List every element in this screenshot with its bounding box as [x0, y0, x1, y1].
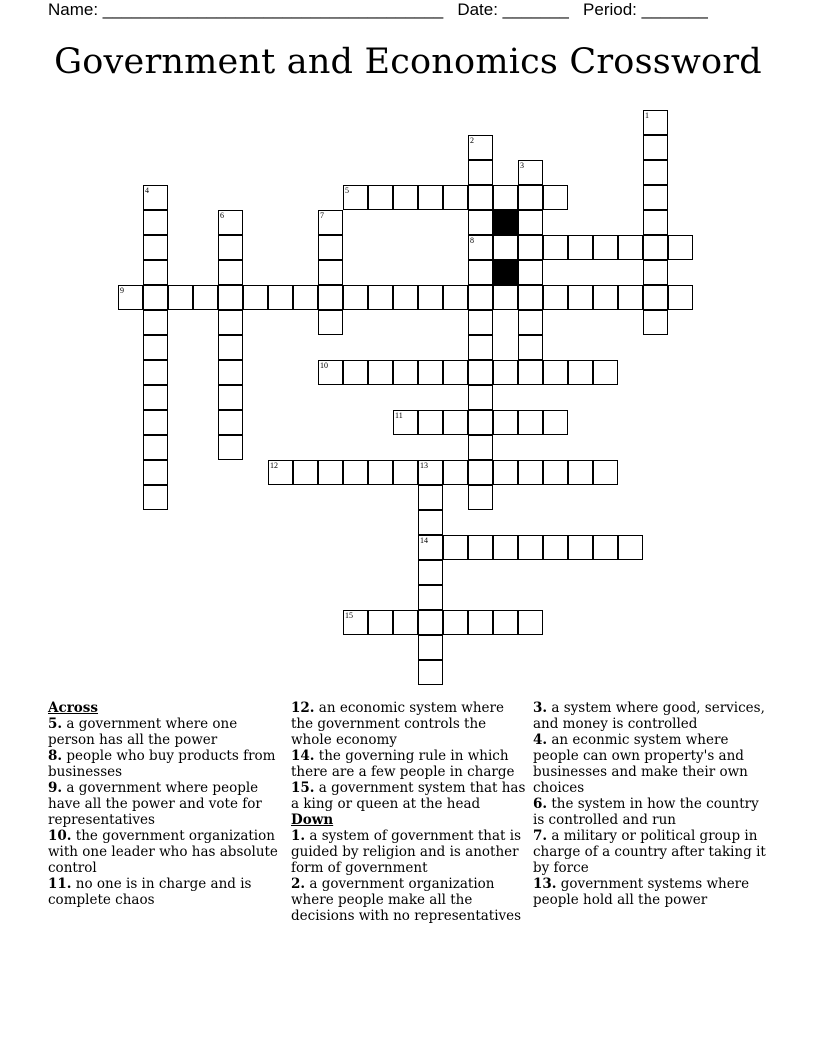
crossword-cell[interactable]: [218, 360, 243, 385]
crossword-cell[interactable]: [518, 160, 543, 185]
crossword-cell[interactable]: [468, 385, 493, 410]
clue-number-label: 12: [270, 461, 278, 470]
crossword-cell[interactable]: [443, 610, 468, 635]
crossword-cell[interactable]: [193, 285, 218, 310]
crossword-cell[interactable]: [393, 360, 418, 385]
clues-column-2: [291, 700, 529, 924]
clue-item: [533, 828, 773, 876]
clue-number-label: 3: [520, 161, 524, 170]
clue-text: the government organization with one leader who has absolute control: [48, 828, 278, 876]
crossword-cell[interactable]: [343, 185, 368, 210]
crossword-cell[interactable]: [218, 335, 243, 360]
crossword-cell[interactable]: [443, 360, 468, 385]
crossword-cell[interactable]: [493, 185, 518, 210]
clue-number: 14.: [291, 748, 315, 764]
crossword-cell[interactable]: [643, 260, 668, 285]
crossword-cell[interactable]: [468, 610, 493, 635]
crossword-cell[interactable]: [118, 285, 143, 310]
crossword-cell[interactable]: [568, 285, 593, 310]
crossword-cell[interactable]: [468, 535, 493, 560]
crossword-cell[interactable]: [518, 260, 543, 285]
crossword-cell[interactable]: [143, 460, 168, 485]
crossword-cell[interactable]: [143, 210, 168, 235]
crossword-cell[interactable]: [643, 285, 668, 310]
crossword-cell[interactable]: [318, 260, 343, 285]
crossword-cell[interactable]: [318, 210, 343, 235]
crossword-cell[interactable]: [218, 260, 243, 285]
page-title: Government and Economics Crossword: [54, 42, 762, 82]
crossword-cell[interactable]: [468, 285, 493, 310]
crossword-cell[interactable]: [518, 335, 543, 360]
crossword-cell[interactable]: [218, 285, 243, 310]
crossword-cell[interactable]: [468, 485, 493, 510]
crossword-cell[interactable]: [393, 610, 418, 635]
black-square: [493, 210, 518, 235]
crossword-cell[interactable]: [543, 185, 568, 210]
crossword-cell[interactable]: [643, 160, 668, 185]
crossword-cell[interactable]: [393, 460, 418, 485]
black-square: [493, 260, 518, 285]
clue-text: no one is in charge and is complete chaos: [48, 876, 252, 908]
crossword-cell[interactable]: [143, 485, 168, 510]
crossword-cell[interactable]: [643, 185, 668, 210]
crossword-cell[interactable]: [143, 235, 168, 260]
crossword-cell[interactable]: [518, 185, 543, 210]
clue-number-label: 7: [320, 211, 324, 220]
crossword-cell[interactable]: [668, 285, 693, 310]
crossword-cell[interactable]: [218, 385, 243, 410]
crossword-cell[interactable]: [518, 410, 543, 435]
crossword-cell[interactable]: [593, 460, 618, 485]
crossword-cell[interactable]: [393, 285, 418, 310]
clue-item: [48, 780, 288, 828]
clue-item: [48, 716, 288, 748]
crossword-cell[interactable]: [643, 110, 668, 135]
crossword-cell[interactable]: [418, 285, 443, 310]
clue-item: [291, 876, 529, 924]
crossword-cell[interactable]: [318, 360, 343, 385]
clue-number-label: 11: [395, 411, 403, 420]
crossword-cell[interactable]: [318, 285, 343, 310]
crossword-cell[interactable]: [418, 635, 443, 660]
clue-number: 5.: [48, 716, 63, 732]
crossword-cell[interactable]: [593, 360, 618, 385]
crossword-cell[interactable]: [418, 535, 443, 560]
crossword-cell[interactable]: [568, 535, 593, 560]
crossword-cell[interactable]: [668, 235, 693, 260]
crossword-cell[interactable]: [268, 285, 293, 310]
clue-number-label: 14: [420, 536, 428, 545]
crossword-cell[interactable]: [618, 235, 643, 260]
clue-item: [48, 828, 288, 876]
crossword-cell[interactable]: [218, 435, 243, 460]
crossword-cell[interactable]: [518, 360, 543, 385]
crossword-cell[interactable]: [468, 160, 493, 185]
crossword-cell[interactable]: [468, 310, 493, 335]
clue-number: 1.: [291, 828, 306, 844]
crossword-cell[interactable]: [518, 610, 543, 635]
clue-number: 4.: [533, 732, 548, 748]
crossword-cell[interactable]: [643, 235, 668, 260]
clue-item: [533, 700, 773, 732]
clue-item: [291, 700, 529, 748]
crossword-cell[interactable]: [418, 560, 443, 585]
crossword-cell[interactable]: [518, 210, 543, 235]
crossword-cell[interactable]: [468, 135, 493, 160]
crossword-cell[interactable]: [643, 135, 668, 160]
clue-text: an econmic system where people can own property's and businesses and make their own choices: [533, 732, 748, 796]
crossword-cell[interactable]: [443, 460, 468, 485]
crossword-cell[interactable]: [468, 185, 493, 210]
clue-text: an economic system where the government controls the whole economy: [291, 700, 504, 748]
crossword-cell[interactable]: [218, 235, 243, 260]
crossword-cell[interactable]: [143, 360, 168, 385]
crossword-cell[interactable]: [418, 460, 443, 485]
crossword-cell[interactable]: [418, 585, 443, 610]
crossword-cell[interactable]: [368, 460, 393, 485]
crossword-cell[interactable]: [318, 310, 343, 335]
crossword-cell[interactable]: [418, 660, 443, 685]
clue-text: a government system that has a king or queen at the head: [291, 780, 526, 812]
crossword-cell[interactable]: [293, 460, 318, 485]
clue-number-label: 13: [420, 461, 428, 470]
crossword-cell[interactable]: [518, 285, 543, 310]
crossword-cell[interactable]: [343, 460, 368, 485]
clue-number: 8.: [48, 748, 63, 764]
crossword-cell[interactable]: [493, 360, 518, 385]
crossword-cell[interactable]: [443, 410, 468, 435]
clue-number: 2.: [291, 876, 306, 892]
crossword-cell[interactable]: [393, 185, 418, 210]
crossword-cell[interactable]: [468, 460, 493, 485]
clue-item: [533, 876, 773, 908]
crossword-cell[interactable]: [418, 510, 443, 535]
crossword-cell[interactable]: [343, 285, 368, 310]
clue-item: [291, 748, 529, 780]
crossword-cell[interactable]: [368, 285, 393, 310]
crossword-cell[interactable]: [343, 610, 368, 635]
clue-number-label: 15: [345, 611, 353, 620]
crossword-cell[interactable]: [143, 310, 168, 335]
crossword-cell[interactable]: [343, 360, 368, 385]
crossword-cell[interactable]: [293, 285, 318, 310]
crossword-cell[interactable]: [593, 235, 618, 260]
crossword-cell[interactable]: [368, 360, 393, 385]
clue-number-label: 8: [470, 236, 474, 245]
across-heading: Across: [48, 700, 99, 716]
crossword-cell[interactable]: [143, 260, 168, 285]
clue-number: 12.: [291, 700, 315, 716]
crossword-cell[interactable]: [618, 535, 643, 560]
clue-number-label: 10: [320, 361, 328, 370]
clue-number-label: 9: [120, 286, 124, 295]
crossword-cell[interactable]: [493, 285, 518, 310]
crossword-cell[interactable]: [143, 435, 168, 460]
crossword-cell[interactable]: [568, 360, 593, 385]
clue-number: 3.: [533, 700, 548, 716]
clue-text: a government organization where people make all the decisions with no representatives: [291, 876, 522, 924]
crossword-cell[interactable]: [468, 335, 493, 360]
crossword-cell[interactable]: [368, 185, 393, 210]
clue-item: [533, 732, 773, 796]
crossword-cell[interactable]: [143, 335, 168, 360]
crossword-cell[interactable]: [418, 360, 443, 385]
clue-text: a system where good, services, and money is controlled: [533, 700, 765, 732]
crossword-cell[interactable]: [218, 310, 243, 335]
clue-number: 13.: [533, 876, 557, 892]
clue-number-label: 4: [145, 186, 149, 195]
crossword-cell[interactable]: [543, 535, 568, 560]
crossword-cell[interactable]: [643, 310, 668, 335]
clue-text: a system of government that is guided by religion and is another form of government: [291, 828, 521, 876]
clue-number: 7.: [533, 828, 548, 844]
crossword-cell[interactable]: [518, 235, 543, 260]
crossword-cell[interactable]: [243, 285, 268, 310]
crossword-cell[interactable]: [418, 610, 443, 635]
crossword-cell[interactable]: [318, 235, 343, 260]
clue-number: 11.: [48, 876, 72, 892]
clue-text: the governing rule in which there are a few people in charge: [291, 748, 515, 780]
crossword-cell[interactable]: [543, 460, 568, 485]
clue-number: 9.: [48, 780, 63, 796]
crossword-cell[interactable]: [218, 210, 243, 235]
clue-number: 10.: [48, 828, 72, 844]
crossword-cell[interactable]: [518, 535, 543, 560]
crossword-cell[interactable]: [493, 410, 518, 435]
crossword-cell[interactable]: [168, 285, 193, 310]
crossword-cell[interactable]: [143, 385, 168, 410]
clue-number-label: 6: [220, 211, 224, 220]
clue-number-label: 1: [645, 111, 649, 120]
crossword-cell[interactable]: [593, 285, 618, 310]
clue-item: [48, 748, 288, 780]
clue-number: 6.: [533, 796, 548, 812]
crossword-cell[interactable]: [468, 435, 493, 460]
crossword-cell[interactable]: [543, 285, 568, 310]
clue-item: [48, 876, 288, 908]
crossword-cell[interactable]: [493, 460, 518, 485]
crossword-cell[interactable]: [543, 235, 568, 260]
clue-item: [533, 796, 773, 828]
crossword-cell[interactable]: [493, 610, 518, 635]
crossword-cell[interactable]: [268, 460, 293, 485]
crossword-cell[interactable]: [518, 310, 543, 335]
crossword-cell[interactable]: [443, 185, 468, 210]
clue-text: the system in how the country is controlled and run: [533, 796, 759, 828]
clue-number: 15.: [291, 780, 315, 796]
crossword-cell[interactable]: [493, 235, 518, 260]
clues-column-1: [48, 700, 288, 908]
crossword-cell[interactable]: [418, 485, 443, 510]
clue-number-label: 5: [345, 186, 349, 195]
clue-item: [291, 780, 529, 812]
crossword-cell[interactable]: [393, 410, 418, 435]
down-heading: Down: [291, 812, 334, 828]
crossword-cell[interactable]: [518, 460, 543, 485]
crossword-cell[interactable]: [468, 235, 493, 260]
clue-text: government systems where people hold all the power: [533, 876, 750, 908]
crossword-cell[interactable]: [543, 360, 568, 385]
clue-text: a government where one person has all the power: [48, 716, 238, 748]
crossword-cell[interactable]: [543, 410, 568, 435]
crossword-cell[interactable]: [593, 535, 618, 560]
crossword-cell[interactable]: [143, 285, 168, 310]
crossword-cell[interactable]: [218, 410, 243, 435]
crossword-cell[interactable]: [468, 260, 493, 285]
clue-text: a government where people have all the power and vote for representatives: [48, 780, 262, 828]
crossword-cell[interactable]: [643, 210, 668, 235]
crossword-cell[interactable]: [443, 535, 468, 560]
crossword-cell[interactable]: [493, 535, 518, 560]
crossword-cell[interactable]: [418, 185, 443, 210]
crossword-cell[interactable]: [143, 410, 168, 435]
clues-column-3: [533, 700, 773, 908]
crossword-cell[interactable]: [468, 410, 493, 435]
crossword-cell[interactable]: [443, 285, 468, 310]
clue-text: people who buy products from businesses: [48, 748, 276, 780]
crossword-cell[interactable]: [368, 610, 393, 635]
crossword-cell[interactable]: [468, 360, 493, 385]
clue-text: a military or political group in charge of a country after taking it by force: [533, 828, 766, 876]
crossword-cell[interactable]: [143, 185, 168, 210]
crossword-cell[interactable]: [318, 460, 343, 485]
crossword-cell[interactable]: [468, 210, 493, 235]
crossword-cell[interactable]: [568, 235, 593, 260]
clue-item: [291, 828, 529, 876]
crossword-cell[interactable]: [418, 410, 443, 435]
clue-number-label: 2: [470, 136, 474, 145]
crossword-cell[interactable]: [568, 460, 593, 485]
student-info-line: Name: ____________________________________ Date: _______ Period: _______: [48, 0, 708, 19]
crossword-cell[interactable]: [618, 285, 643, 310]
